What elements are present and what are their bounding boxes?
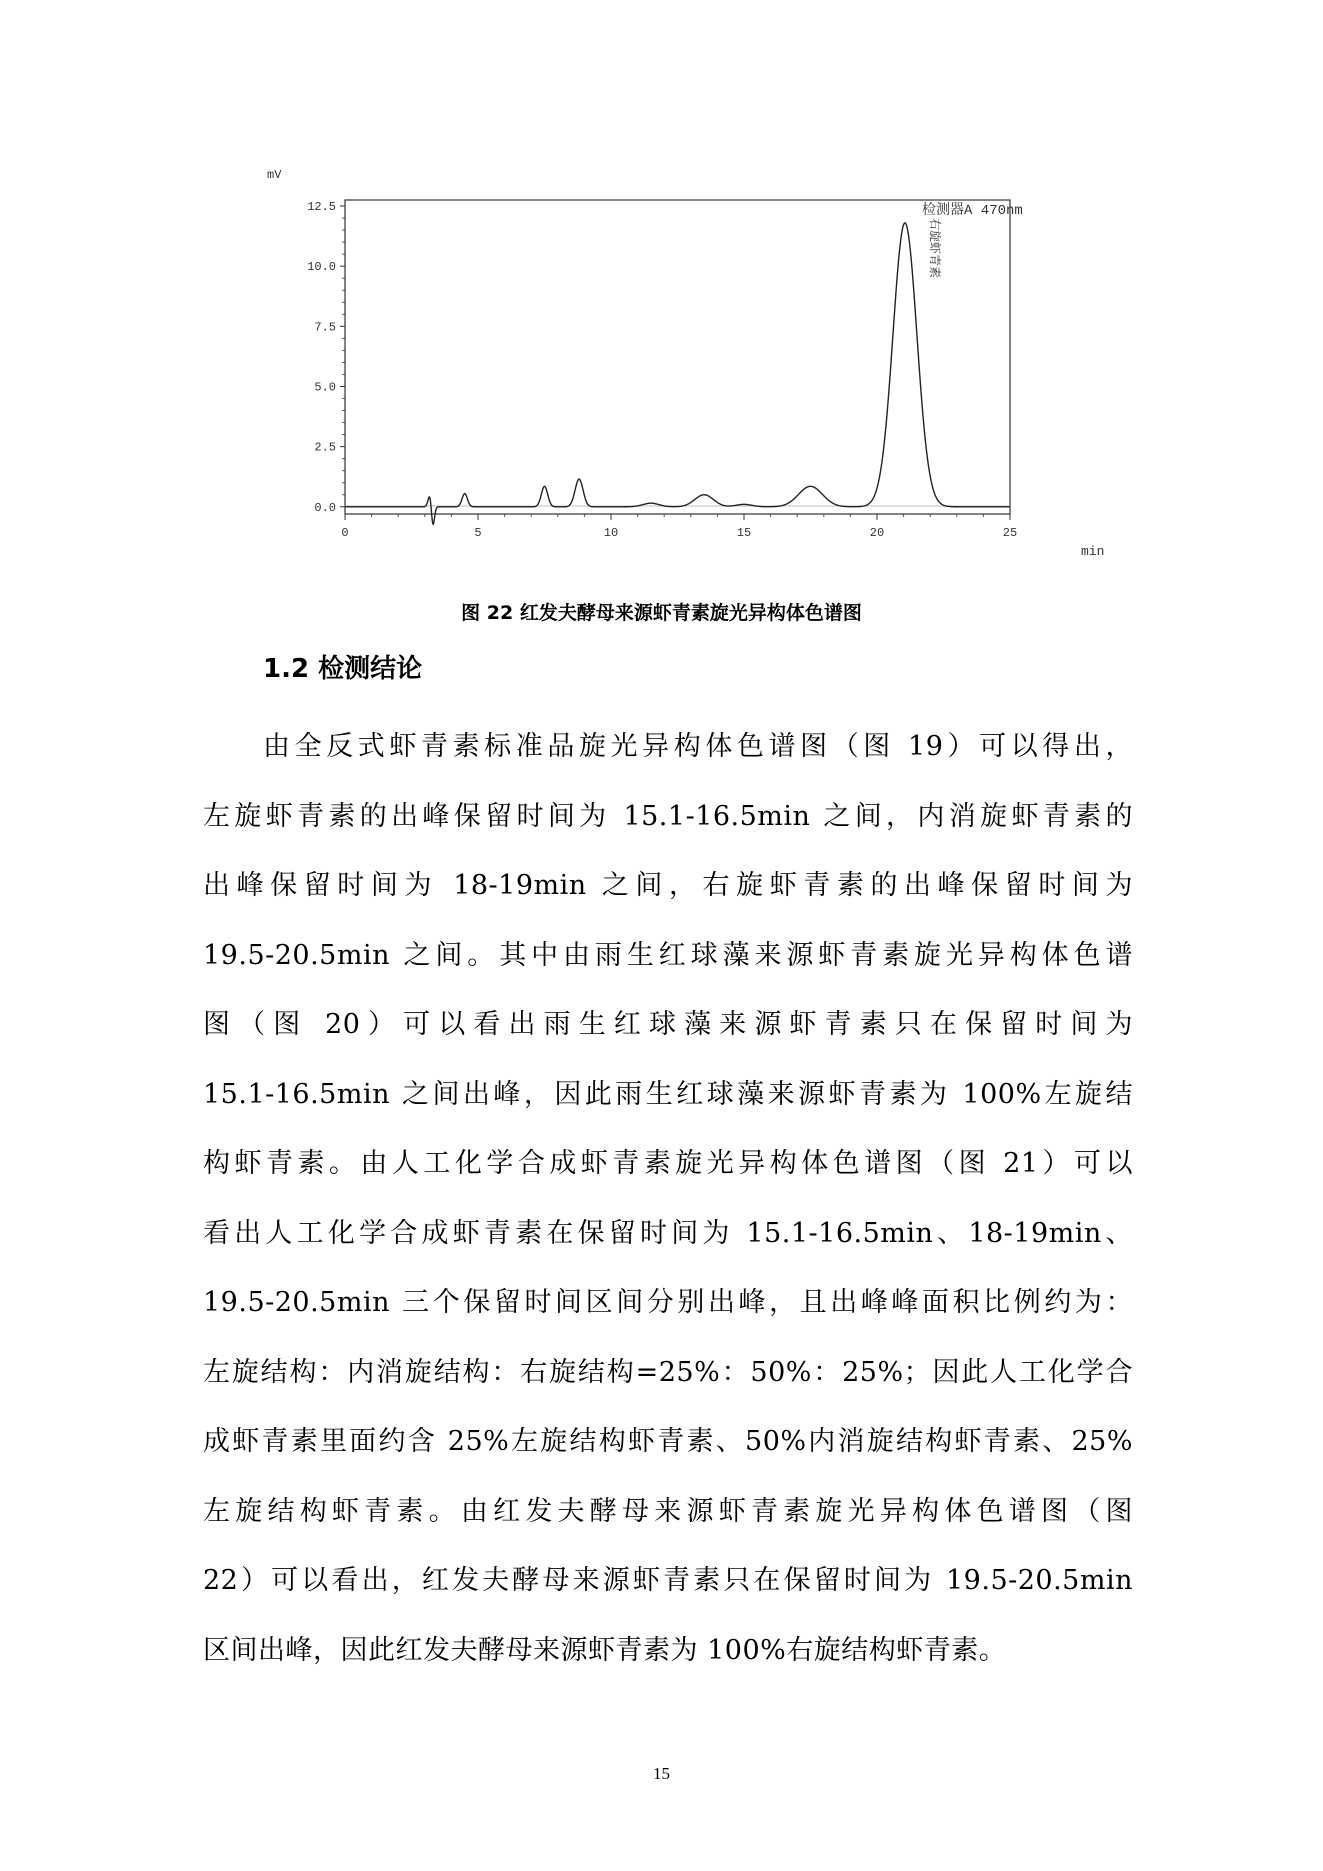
x-tick-label: 20: [869, 526, 885, 540]
paragraph-line: 构虾青素。由人工化学合成虾青素旋光异构体色谱图（图 21）可以: [203, 1148, 1133, 1179]
y-tick-label: 12.5: [307, 200, 336, 214]
paragraph-line: 19.5-20.5min 之间。其中由雨生红球藻来源虾青素旋光异构体色谱: [203, 939, 1133, 971]
y-tick-label: 10.0: [307, 260, 336, 275]
x-tick-label: 25: [1002, 526, 1018, 540]
x-axis-label: min: [1081, 544, 1105, 559]
paragraph-line: 左旋结构：内消旋结构：右旋结构=25%：50%：25%；因此人工化学合: [203, 1356, 1133, 1388]
paragraph-line: 区间出峰，因此红发夫酵母来源虾青素为 100%右旋结构虾青素。: [203, 1634, 1007, 1666]
paragraph-line: 15.1-16.5min 之间出峰，因此雨生红球藻来源虾青素为 100%左旋结: [203, 1078, 1133, 1110]
paragraph-line: 图（图 20）可以看出雨生红球藻来源虾青素只在保留时间为: [203, 1009, 1133, 1040]
y-axis-label: mV: [267, 168, 282, 182]
section-heading: 1.2 检测结论: [263, 654, 423, 684]
paragraph-line: 22）可以看出，红发夫酵母来源虾青素只在保留时间为 19.5-20.5min: [203, 1565, 1133, 1596]
paragraph-line: 左旋结构虾青素。由红发夫酵母来源虾青素旋光异构体色谱图（图: [203, 1495, 1133, 1527]
paragraph-line: 成虾青素里面约含 25%左旋结构虾青素、50%内消旋结构虾青素、25%: [203, 1426, 1133, 1457]
conclusion-paragraph: [203, 712, 1133, 1685]
detector-label: 检测器A 470nm: [922, 203, 1023, 219]
x-tick-label: 10: [603, 526, 619, 540]
peak-label: 右旋虾青素: [927, 218, 941, 279]
x-tick-label: 0: [341, 526, 349, 540]
x-axis-ticks: [341, 514, 1017, 540]
paragraph-line: 19.5-20.5min 三个保留时间区间分别出峰，且出峰峰面积比例约为：: [203, 1287, 1133, 1318]
page-number: 15: [653, 1764, 670, 1783]
y-tick-label: 5.0: [314, 380, 336, 395]
paragraph-line: 左旋虾青素的出峰保留时间为 15.1-16.5min 之间，内消旋虾青素的: [203, 800, 1133, 832]
y-tick-label: 2.5: [314, 440, 336, 455]
paragraph-line: 看出人工化学合成虾青素在保留时间为 15.1-16.5min、18-19min、: [203, 1217, 1133, 1249]
chromatogram-chart: [255, 160, 1135, 570]
y-axis-ticks: [307, 200, 345, 515]
y-tick-label: 7.5: [314, 320, 336, 335]
x-tick-label: 15: [736, 526, 752, 540]
figure-caption: 图 22 红发夫酵母来源虾青素旋光异构体色谱图: [461, 602, 862, 624]
x-tick-label: 5: [474, 526, 482, 540]
paragraph-line: 由全反式虾青素标准品旋光异构体色谱图（图 19）可以得出，: [263, 731, 1133, 762]
paragraph-line: 出峰保留时间为 18-19min 之间，右旋虾青素的出峰保留时间为: [203, 870, 1133, 901]
y-tick-label: 0.0: [314, 500, 336, 515]
chromatogram-trace: [345, 223, 1010, 524]
